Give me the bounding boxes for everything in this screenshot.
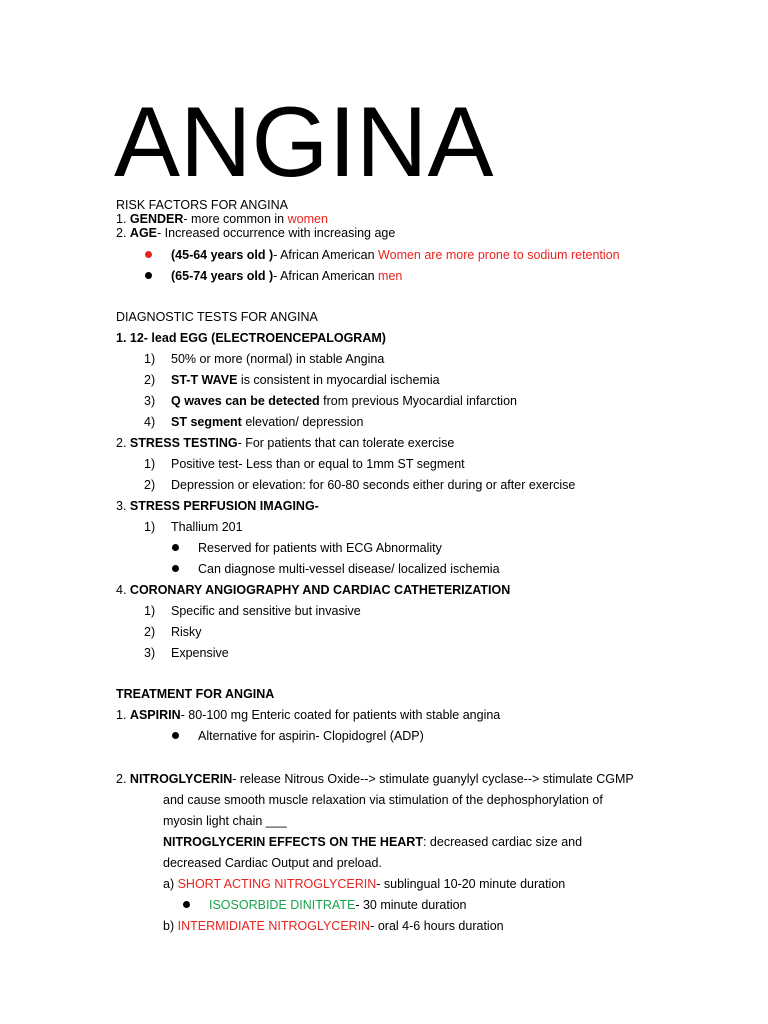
- age-range-text: - African American: [273, 248, 379, 262]
- ekg-item-text: from previous Myocardial infarction: [319, 394, 517, 408]
- aspirin-bullet: Alternative for aspirin- Clopidogrel (ADP): [198, 729, 424, 743]
- list-number: 3.: [116, 499, 127, 513]
- ekg-item-4: [171, 415, 363, 430]
- bullet-icon: [172, 732, 179, 739]
- diag-heading: DIAGNOSTIC TESTS FOR ANGINA: [116, 310, 318, 324]
- list-number: 1.: [116, 708, 127, 722]
- cath-item-1: Specific and sensitive but invasive: [171, 604, 361, 618]
- list-number: 2): [144, 373, 156, 387]
- stress-testing: [116, 436, 454, 451]
- bullet-icon: [183, 901, 190, 908]
- list-number: 3): [144, 394, 156, 408]
- intermediate-nitroglycerin: [163, 919, 504, 934]
- gender-label: GENDER: [129, 212, 184, 226]
- ekg-item-bold: Q waves can be detected: [171, 394, 320, 408]
- list-number: 1): [144, 604, 156, 618]
- intermediate-label: INTERMIDIATE NITROGLYCERIN: [177, 919, 371, 933]
- age-range-label: (65-74 years old ): [171, 269, 274, 283]
- risk-gender: [116, 212, 328, 227]
- list-number: 2): [144, 625, 156, 639]
- perfusion-imaging: [116, 499, 319, 514]
- ekg-item-1: [171, 352, 384, 367]
- nitroglycerin-text-line-3: myosin light chain ___: [163, 814, 287, 828]
- list-number: 4): [144, 415, 156, 429]
- list-number: 2): [144, 478, 156, 492]
- aspirin: [116, 708, 500, 723]
- list-number: 1): [144, 457, 156, 471]
- list-letter: b): [163, 919, 178, 933]
- ekg-title: [116, 331, 386, 346]
- isosorbide-label: ISOSORBIDE DINITRATE: [209, 898, 356, 912]
- list-number: 2.: [116, 436, 127, 450]
- nitroglycerin-label: NITROGLYCERIN: [129, 772, 233, 786]
- age-range-label: (45-64 years old ): [171, 248, 274, 262]
- isosorbide-text: - 30 minute duration: [355, 898, 467, 912]
- perfusion-bullet-1: Reserved for patients with ECG Abnormality: [198, 541, 442, 555]
- age-range-highlight: Women are more prone to sodium retention: [378, 248, 620, 262]
- treatment-heading: [116, 687, 274, 702]
- nitroglycerin-text-line-2: and cause smooth muscle relaxation via stimulation of the dephosphorylation of: [163, 793, 603, 807]
- bullet-icon: [145, 272, 152, 279]
- bullet-icon: [172, 544, 179, 551]
- aspirin-label: ASPIRIN: [129, 708, 181, 722]
- list-number: 1.: [116, 212, 127, 226]
- age-range-highlight: men: [378, 269, 403, 283]
- gender-highlight: women: [287, 212, 328, 226]
- age-range-text: - African American: [273, 269, 379, 283]
- short-acting-nitroglycerin: [163, 877, 565, 892]
- ekg-item-2: [171, 373, 440, 388]
- nitroglycerin: [116, 772, 634, 787]
- page-title: ANGINA: [114, 86, 494, 197]
- risk-heading: RISK FACTORS FOR ANGINA: [116, 198, 289, 212]
- list-number: 2.: [116, 772, 127, 786]
- ekg-item-3: [171, 394, 517, 409]
- stress-item-2: Depression or elevation: for 60-80 seconds either during or after exercise: [171, 478, 576, 492]
- catheterization-label: CORONARY ANGIOGRAPHY AND CARDIAC CATHETERIZATION: [129, 583, 511, 597]
- age-label: AGE: [129, 226, 158, 240]
- ekg-item-bold: ST-T WAVE: [171, 373, 238, 387]
- perfusion-bullet-2: Can diagnose multi-vessel disease/ localized ischemia: [198, 562, 500, 576]
- list-number: 3): [144, 646, 156, 660]
- catheterization: [116, 583, 510, 598]
- ekg-item-text: is consistent in myocardial ischemia: [237, 373, 440, 387]
- short-acting-label: SHORT ACTING NITROGLYCERIN: [177, 877, 377, 891]
- age-text: - Increased occurrence with increasing age: [157, 226, 396, 240]
- stress-text: - For patients that can tolerate exercise: [237, 436, 455, 450]
- list-letter: a): [163, 877, 178, 891]
- ekg-item-text: 50% or more (normal) in stable Angina: [171, 352, 385, 366]
- stress-label: STRESS TESTING: [129, 436, 238, 450]
- list-number: 4.: [116, 583, 127, 597]
- intermediate-text: - oral 4-6 hours duration: [370, 919, 504, 933]
- list-number: 2.: [116, 226, 127, 240]
- nitroglycerin-text: - release Nitrous Oxide--> stimulate guanylyl cyclase--> stimulate CGMP: [232, 772, 634, 786]
- nitroglycerin-effects: [163, 835, 582, 850]
- risk-age: [116, 226, 395, 241]
- effects-text: : decreased cardiac size and: [422, 835, 583, 849]
- aspirin-text: - 80-100 mg Enteric coated for patients with stable angina: [180, 708, 501, 722]
- ekg-item-bold: ST segment: [171, 415, 242, 429]
- perfusion-label: STRESS PERFUSION IMAGING-: [129, 499, 319, 513]
- short-acting-text: - sublingual 10-20 minute duration: [376, 877, 566, 891]
- list-number: 1): [144, 352, 156, 366]
- perfusion-item-1: Thallium 201: [171, 520, 243, 534]
- age-bullet-65-74: [171, 269, 402, 284]
- bullet-icon: [172, 565, 179, 572]
- isosorbide-dinitrate: [209, 898, 467, 913]
- red-bullet-icon: [145, 251, 152, 258]
- ekg-item-text: elevation/ depression: [241, 415, 364, 429]
- ekg-title-text: 1. 12- lead EGG (ELECTROENCEPALOGRAM): [116, 331, 386, 345]
- nitroglycerin-effects-line-2: decreased Cardiac Output and preload.: [163, 856, 382, 870]
- cath-item-3: Expensive: [171, 646, 229, 660]
- stress-item-1: Positive test- Less than or equal to 1mm ST segment: [171, 457, 465, 471]
- gender-text: - more common in: [183, 212, 288, 226]
- effects-label: NITROGLYCERIN EFFECTS ON THE HEART: [163, 835, 423, 849]
- cath-item-2: Risky: [171, 625, 202, 639]
- age-bullet-45-64: [171, 248, 620, 263]
- treatment-heading-text: TREATMENT FOR ANGINA: [116, 687, 275, 701]
- list-number: 1): [144, 520, 156, 534]
